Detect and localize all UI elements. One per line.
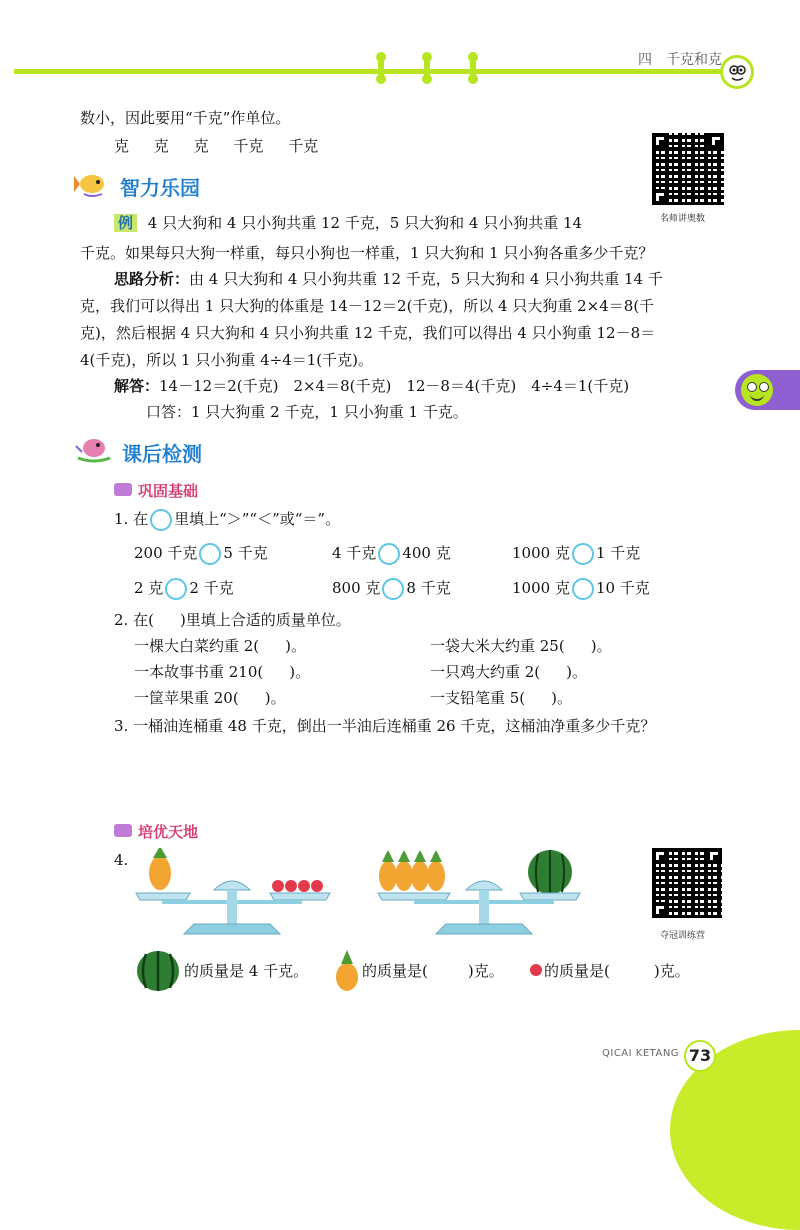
- intro-units: [114, 136, 318, 156]
- q1-item: 1000 克 10 千克: [512, 578, 650, 600]
- page-number: 73: [684, 1040, 716, 1072]
- answer-text-1: 14－12＝2(千克) 2×4＝8(千克) 12－8＝4(千克) 4÷4＝1(千克): [159, 377, 630, 395]
- header-ornament-2: [422, 52, 432, 84]
- apple-icons: [272, 880, 323, 892]
- apple-icon: [530, 964, 542, 976]
- section-title-zhili: 智力乐园: [120, 176, 200, 200]
- answer-circle[interactable]: [572, 543, 594, 565]
- unit-3: 克: [193, 137, 209, 155]
- q2-item: 一支铅笔重 5( )。: [430, 689, 573, 707]
- analysis-line-4: 4(千克)，所以 1 只小狗重 4÷4＝1(千克)。: [80, 351, 373, 369]
- q1-item: 800 克 8 千克: [332, 578, 451, 600]
- q2-item: 一袋大米大约重 25( )。: [430, 637, 612, 655]
- q1-prompt-b: 里填上“＞”“＜”或“＝”。: [174, 510, 341, 528]
- answer-circle[interactable]: [572, 578, 594, 600]
- answer-circle[interactable]: [165, 578, 187, 600]
- example-text-1: 4 只大狗和 4 只小狗共重 12 千克，5 只大狗和 4 只小狗共重 14: [147, 214, 583, 232]
- example-tag: 例: [114, 214, 137, 232]
- unit-5: 千克: [288, 137, 319, 155]
- watermelon-icon: [136, 950, 180, 992]
- header-ornament-1: [376, 52, 386, 84]
- chapter-title: 四 千克和克: [638, 52, 722, 68]
- answer-line-2: 口答：1 只大狗重 2 千克，1 只小狗重 1 千克。: [146, 403, 468, 421]
- answer-label: 解答：: [114, 377, 160, 395]
- balance-scale-1: [134, 848, 334, 938]
- pineapple-icons: [379, 850, 445, 891]
- q1-item: 200 千克 5 千克: [134, 543, 268, 565]
- side-tab: [735, 370, 800, 410]
- sub-title-gonggu: 巩固基础: [138, 482, 199, 500]
- q2-item: 一只鸡大约重 2( )。: [430, 663, 588, 681]
- analysis-line-2: 克，我们可以得出 1 只大狗的体重是 14－12＝2(千克)，所以 4 只大狗重 2×4＝8(千: [80, 297, 655, 315]
- compare-circle-icon: [150, 509, 172, 531]
- q4-text-a: 的质量是 4 千克。: [184, 962, 309, 980]
- q4-text-d: 的质量是( )克。: [544, 962, 690, 980]
- intro-line: 数小，因此要用“千克”作单位。: [80, 109, 291, 127]
- qr-code-top[interactable]: [652, 133, 724, 205]
- header-rule: [14, 69, 729, 74]
- section-icon-fish: [74, 170, 108, 198]
- example-line-1: [114, 213, 582, 233]
- q2-item: 一本故事书重 210( )。: [134, 663, 311, 681]
- section-icon-bird: [74, 432, 114, 464]
- qr-code-bottom[interactable]: [652, 848, 722, 918]
- example-line-2: 千克。如果每只大狗一样重，每只小狗也一样重，1 只大狗和 1 只小狗各重多少千克？: [80, 244, 654, 262]
- q1-item: 1000 克 1 千克: [512, 543, 640, 565]
- qr-bottom-caption: 夺冠训练营: [660, 931, 706, 941]
- answer-circle[interactable]: [378, 543, 400, 565]
- q1-item: 4 千克 400 克: [332, 543, 451, 565]
- q1-prompt: [114, 509, 340, 531]
- analysis-label: 思路分析：: [114, 270, 190, 288]
- q1-item: 2 克 2 千克: [134, 578, 234, 600]
- unit-2: 克: [153, 137, 169, 155]
- analysis-line-3: 克)，然后根据 4 只大狗和 4 只小狗共重 12 千克，我们可以得出 4 只小狗重 12－8＝: [80, 324, 656, 342]
- mascot-icon: [720, 55, 754, 89]
- section-title-kehou: 课后检测: [122, 442, 202, 466]
- q2-item: 一棵大白菜约重 2( )。: [134, 637, 307, 655]
- footer-brand: QICAI KETANG: [602, 1048, 680, 1059]
- q4-number: 4.: [114, 851, 129, 869]
- header-ornament-3: [468, 52, 478, 84]
- frog-icon: [741, 374, 773, 406]
- sub-icon-2: [114, 824, 132, 837]
- q2-item: 一筐苹果重 20( )。: [134, 689, 286, 707]
- analysis-line-1: [114, 269, 663, 289]
- answer-line-1: [114, 376, 629, 396]
- unit-1: 克: [114, 137, 130, 155]
- q3-text: 3. 一桶油连桶重 48 千克，倒出一半油后连桶重 26 千克，这桶油净重多少千克？: [114, 717, 656, 735]
- pineapple-icon: [334, 948, 360, 992]
- sub-title-peiyou: 培优天地: [138, 823, 199, 841]
- qr-top-caption: 名师讲奥数: [660, 214, 706, 224]
- q2-prompt: 2. 在( )里填上合适的质量单位。: [114, 611, 351, 629]
- sub-icon-1: [114, 483, 132, 496]
- q1-prompt-a: 1. 在: [114, 510, 149, 528]
- q4-text-b: 的质量是( )克。: [362, 962, 504, 980]
- answer-circle[interactable]: [382, 578, 404, 600]
- analysis-text-1: 由 4 只大狗和 4 只小狗共重 12 千克，5 只大狗和 4 只小狗共重 14 千: [189, 270, 663, 288]
- unit-4: 千克: [233, 137, 264, 155]
- answer-circle[interactable]: [199, 543, 221, 565]
- balance-scale-2: [374, 848, 584, 938]
